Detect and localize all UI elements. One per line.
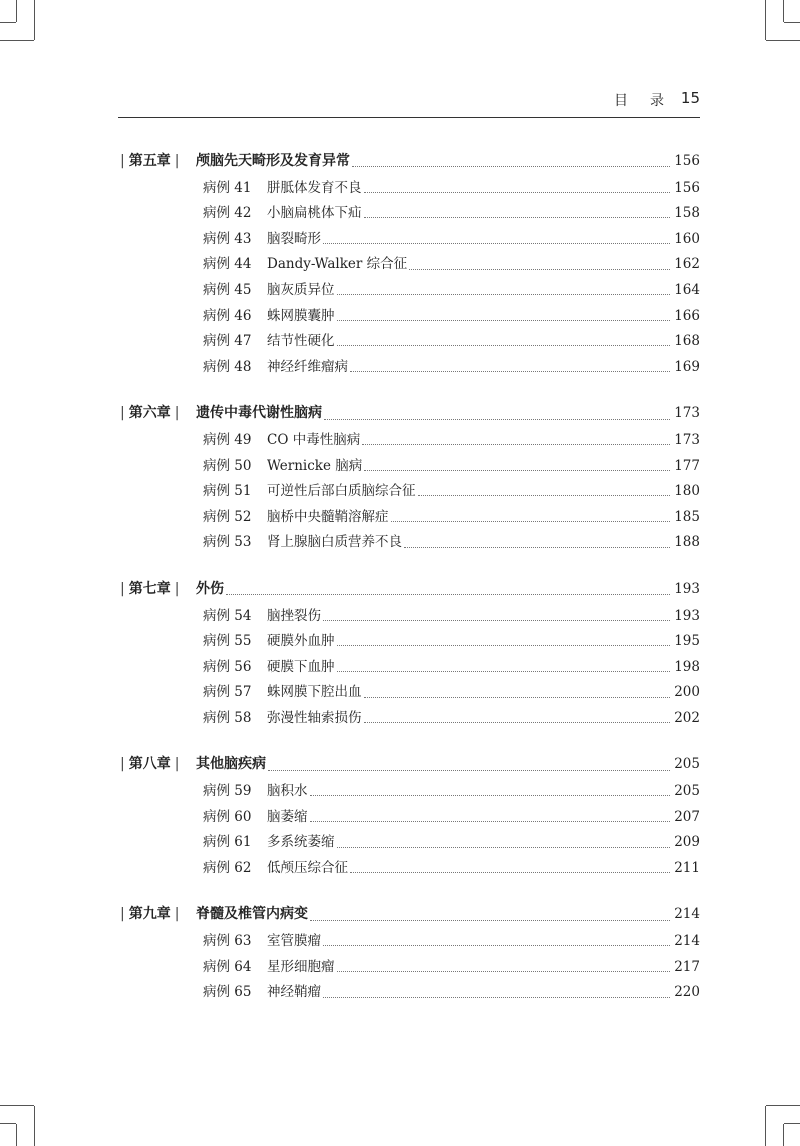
leader-dots <box>323 620 670 621</box>
case-row[interactable] <box>118 479 700 505</box>
chapter-page: 214 <box>674 906 700 923</box>
case-row[interactable] <box>118 706 700 732</box>
case-number: 病例 44 <box>203 256 252 273</box>
bracket-left: | <box>120 405 125 422</box>
case-title: 脑积水 <box>267 783 308 800</box>
case-page: 168 <box>674 333 700 350</box>
toc-chapter <box>118 402 700 556</box>
case-title: 肾上腺脑白质营养不良 <box>267 534 402 551</box>
leader-dots <box>364 697 671 698</box>
leader-dots <box>310 795 671 796</box>
case-row[interactable] <box>118 830 700 856</box>
case-row[interactable] <box>118 530 700 556</box>
leader-dots <box>226 594 670 595</box>
chapter-label <box>118 402 196 422</box>
leader-dots <box>364 217 671 218</box>
chapter-number: 第八章 <box>128 756 171 773</box>
chapter-title: 外伤 <box>196 580 224 597</box>
leader-dots <box>323 243 670 244</box>
case-title: Wernicke 脑病 <box>267 457 363 474</box>
case-number: 病例 60 <box>203 808 252 825</box>
case-number: 病例 48 <box>203 358 252 375</box>
case-row[interactable] <box>118 454 700 480</box>
case-page: 198 <box>674 658 700 675</box>
header-rule <box>118 117 700 118</box>
leader-dots <box>323 997 670 998</box>
case-title: 可逆性后部白质脑综合征 <box>267 483 416 500</box>
case-page: 164 <box>674 281 700 298</box>
case-row[interactable] <box>118 201 700 227</box>
case-title: 神经纤维瘤病 <box>267 358 348 375</box>
case-title: 蛛网膜下腔出血 <box>267 684 362 701</box>
leader-dots <box>337 345 671 346</box>
case-number: 病例 59 <box>203 783 252 800</box>
case-page: 166 <box>674 307 700 324</box>
crop-mark <box>766 1105 800 1106</box>
case-number: 病例 62 <box>203 859 252 876</box>
case-page: 200 <box>674 684 700 701</box>
header-title-a: 目 <box>614 93 630 109</box>
case-row[interactable] <box>118 329 700 355</box>
crop-mark <box>783 1124 784 1146</box>
case-title: 结节性硬化 <box>267 333 335 350</box>
case-page: 207 <box>674 808 700 825</box>
chapter-number: 第六章 <box>128 405 171 422</box>
case-page: 209 <box>674 834 700 851</box>
case-title: 蛛网膜囊肿 <box>267 307 335 324</box>
bracket-left: | <box>120 153 125 169</box>
crop-mark <box>765 1106 766 1146</box>
case-row[interactable] <box>118 604 700 630</box>
case-number: 病例 43 <box>203 230 252 247</box>
case-title: 神经鞘瘤 <box>267 984 321 1001</box>
case-title: 小脑扁桃体下疝 <box>267 205 362 222</box>
bracket-right: | <box>174 756 180 773</box>
case-row[interactable] <box>118 505 700 531</box>
case-page: 193 <box>674 607 700 624</box>
crop-mark <box>0 1105 34 1106</box>
case-page: 156 <box>674 179 700 196</box>
leader-dots <box>418 495 671 496</box>
case-row[interactable] <box>118 278 700 304</box>
header-title-b: 录 <box>650 93 666 109</box>
case-row[interactable] <box>118 980 700 1006</box>
case-row[interactable] <box>118 428 700 454</box>
case-number: 病例 55 <box>203 633 252 650</box>
bracket-left: | <box>120 580 125 597</box>
case-page: 177 <box>674 457 700 474</box>
crop-mark <box>784 22 800 23</box>
case-title: 星形细胞瘤 <box>267 958 335 975</box>
case-page: 195 <box>674 633 700 650</box>
chapter-title: 颅脑先天畸形及发育异常 <box>196 153 350 169</box>
case-page: 211 <box>674 859 700 876</box>
leader-dots <box>337 645 671 646</box>
chapter-label <box>118 903 196 923</box>
case-row[interactable] <box>118 680 700 706</box>
leader-dots <box>337 847 671 848</box>
bracket-right: | <box>174 405 180 422</box>
case-number: 病例 52 <box>203 508 252 525</box>
chapter-row[interactable] <box>118 402 700 428</box>
case-page: 180 <box>674 483 700 500</box>
case-title: 脑萎缩 <box>267 808 308 825</box>
case-page: 217 <box>674 958 700 975</box>
case-page: 188 <box>674 534 700 551</box>
case-number: 病例 50 <box>203 457 252 474</box>
leader-dots <box>364 722 671 723</box>
chapter-title: 遗传中毒代谢性脑病 <box>196 405 322 422</box>
chapter-row[interactable] <box>118 150 700 176</box>
case-number: 病例 58 <box>203 709 252 726</box>
case-number: 病例 46 <box>203 307 252 324</box>
leader-dots <box>362 444 670 445</box>
chapter-number: 第五章 <box>128 153 171 169</box>
leader-dots <box>364 470 670 471</box>
crop-mark <box>34 1106 35 1146</box>
running-header <box>118 88 700 110</box>
case-page: 169 <box>674 358 700 375</box>
case-title: 多系统萎缩 <box>267 834 335 851</box>
table-of-contents <box>118 150 700 1028</box>
case-row[interactable] <box>118 176 700 202</box>
case-title: 脑裂畸形 <box>267 230 321 247</box>
case-number: 病例 65 <box>203 984 252 1001</box>
case-page: 162 <box>674 256 700 273</box>
leader-dots <box>409 269 670 270</box>
crop-mark <box>783 0 784 22</box>
case-title: 胼胝体发育不良 <box>267 179 362 196</box>
case-number: 病例 54 <box>203 607 252 624</box>
chapter-number: 第七章 <box>128 580 171 597</box>
case-page: 160 <box>674 230 700 247</box>
bracket-left: | <box>120 756 125 773</box>
case-number: 病例 49 <box>203 431 252 448</box>
case-title: 室管膜瘤 <box>267 933 321 950</box>
case-number: 病例 45 <box>203 281 252 298</box>
header-title <box>614 90 666 110</box>
case-page: 214 <box>674 933 700 950</box>
case-number: 病例 47 <box>203 333 252 350</box>
case-page: 202 <box>674 709 700 726</box>
leader-dots <box>323 945 670 946</box>
leader-dots <box>391 521 671 522</box>
leader-dots <box>350 371 670 372</box>
header-page-number: 15 <box>680 89 700 107</box>
chapter-page: 173 <box>674 405 700 422</box>
leader-dots <box>310 920 670 921</box>
case-number: 病例 42 <box>203 205 252 222</box>
leader-dots <box>310 821 671 822</box>
chapter-page: 205 <box>674 756 700 773</box>
crop-mark <box>766 40 800 41</box>
crop-mark <box>16 1124 17 1146</box>
case-row[interactable] <box>118 629 700 655</box>
case-row[interactable] <box>118 252 700 278</box>
leader-dots <box>337 294 671 295</box>
crop-mark <box>0 1123 16 1124</box>
case-row[interactable] <box>118 355 700 381</box>
case-title: 脑灰质异位 <box>267 281 335 298</box>
toc-chapter <box>118 753 700 881</box>
crop-mark <box>16 0 17 22</box>
toc-chapter <box>118 903 700 1005</box>
case-row[interactable] <box>118 929 700 955</box>
case-number: 病例 53 <box>203 534 252 551</box>
case-page: 220 <box>674 984 700 1001</box>
leader-dots <box>268 770 670 771</box>
bracket-right: | <box>174 906 180 923</box>
toc-chapter <box>118 150 700 380</box>
crop-mark <box>0 22 16 23</box>
bracket-left: | <box>120 906 125 923</box>
chapter-row[interactable] <box>118 903 700 929</box>
case-number: 病例 56 <box>203 658 252 675</box>
case-title: Dandy-Walker 综合征 <box>267 256 408 273</box>
case-number: 病例 64 <box>203 958 252 975</box>
case-row[interactable] <box>118 227 700 253</box>
leader-dots <box>404 547 670 548</box>
case-page: 205 <box>674 783 700 800</box>
case-page: 158 <box>674 205 700 222</box>
case-page: 173 <box>674 431 700 448</box>
chapter-label <box>118 753 196 773</box>
chapter-label <box>118 578 196 598</box>
case-title: 脑挫裂伤 <box>267 607 321 624</box>
chapter-title: 其他脑疾病 <box>196 756 266 773</box>
chapter-number: 第九章 <box>128 906 171 923</box>
case-number: 病例 63 <box>203 933 252 950</box>
chapter-row[interactable] <box>118 753 700 779</box>
crop-mark <box>34 0 35 40</box>
leader-dots <box>364 192 671 193</box>
leader-dots <box>337 971 671 972</box>
case-number: 病例 51 <box>203 483 252 500</box>
case-title: CO 中毒性脑病 <box>267 431 361 448</box>
case-title: 弥漫性轴索损伤 <box>267 709 362 726</box>
case-title: 低颅压综合征 <box>267 859 348 876</box>
case-row[interactable] <box>118 805 700 831</box>
leader-dots <box>352 166 670 167</box>
case-row[interactable] <box>118 955 700 981</box>
case-page: 185 <box>674 508 700 525</box>
chapter-row[interactable] <box>118 578 700 604</box>
crop-mark <box>784 1123 800 1124</box>
case-number: 病例 41 <box>203 179 252 196</box>
chapter-page: 193 <box>674 580 700 597</box>
case-row[interactable] <box>118 655 700 681</box>
chapter-label <box>118 150 196 170</box>
case-row[interactable] <box>118 856 700 882</box>
case-number: 病例 61 <box>203 834 252 851</box>
leader-dots <box>324 419 670 420</box>
case-row[interactable] <box>118 779 700 805</box>
toc-chapter <box>118 578 700 732</box>
bracket-right: | <box>174 580 180 597</box>
case-number: 病例 57 <box>203 684 252 701</box>
bracket-right: | <box>174 153 180 169</box>
leader-dots <box>337 320 671 321</box>
chapter-title: 脊髓及椎管内病变 <box>196 906 308 923</box>
case-title: 硬膜外血肿 <box>267 633 335 650</box>
case-title: 脑桥中央髓鞘溶解症 <box>267 508 389 525</box>
crop-mark <box>0 40 34 41</box>
case-title: 硬膜下血肿 <box>267 658 335 675</box>
crop-mark <box>765 0 766 40</box>
case-row[interactable] <box>118 304 700 330</box>
chapter-page: 156 <box>674 153 700 169</box>
leader-dots <box>350 872 670 873</box>
leader-dots <box>337 671 671 672</box>
